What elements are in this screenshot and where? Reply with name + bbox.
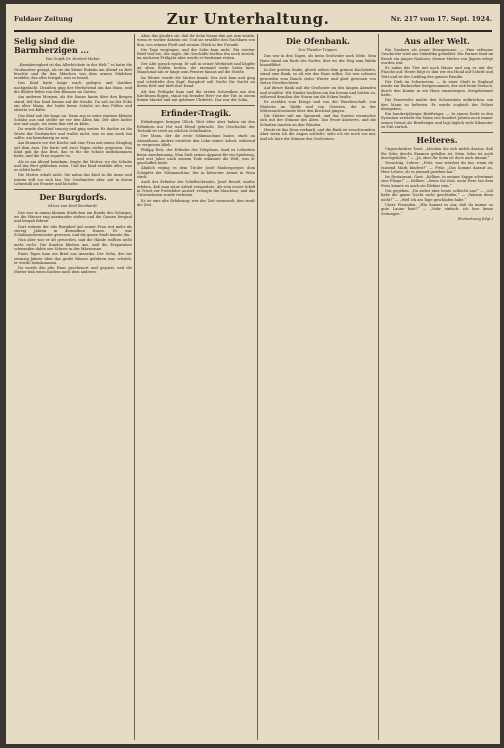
column-divider [134,34,135,740]
paragraph: Das war in einem kleinen Städtchen am Rande des Gebirges, wo die Häuser eng aneinander stehen und die Gassen bergauf und bergab führen. [14,210,132,224]
article-title: Heiteres. [416,135,458,146]
paragraph: Heute ist das Haus verkauft, und die Bank ist verschwunden. Aber wenn ich die Augen schließe, sehe ich sie noch vor mir, und ich höre die Stimme des Großvaters. [260,128,376,141]
paragraph: Ungeschickter Trost. „Machen Sie sich nichts daraus, daß Ihr Sohn durchs Examen gefallen ist. Mein Sohn ist auch durchgefallen.“ — „Ja, aber Ihr Sohn ist doch auch dumm!“ [381,147,493,160]
article-title: Der Burgdorfs. [39,192,107,203]
article-byline: Von Grafik Dr. Herbert Weber. [45,57,101,61]
paragraph: Eines Tages kam ein Brief aus Amerika. Der Sohn, der vor zwanzig Jahren über das große Wasser gefahren war, schrieb, er werde heimkommen. [14,252,132,265]
column-1 [14,34,132,740]
paragraph: Erfindungen bringen Glück. Weit öfter aber haben sie den Erfindern nur Not und Elend gebracht. Die Geschichte der Technik ist reich an solchen Schicksalen. [137,120,255,134]
paragraph: In der großen Stube, gleich neben dem grünen Kachelofen, stand eine Bank, so alt wie das Haus selbst. Sie war schwarz geworden vom Rauch vieler Winter und glatt gesessen von vielen Geschlechtern. [260,68,376,86]
column-3 [260,34,376,740]
paragraph: Er erzählte vom Kriege und von der Wanderschaft, von Räubern im Walde und von Geistern, die in der Mitternachtsstunde über den Kirchhof gingen. [260,100,376,113]
paragraph: Ein hundertjähriger Briefträger. — In einem Dorfe in den Pyrenäen versieht ein Mann von hundert Jahren noch immer seinen Dienst als Briefträger und legt täglich viele Kilometer zu Fuß zurück. [381,112,493,130]
paragraph: Auch der Erfinder der Schiffsschraube, Josef Ressel, mußte erleben, daß man seine Arbeit verspottete. Als sein erstes Schiff in Triest zur Probefahrt auslief, versagte die Maschine, und das Unternehmen wurde verboten. [137,180,255,198]
article-title: Erfinder-Tragik. [160,108,232,119]
masthead [14,8,492,32]
issue-date: Nr. 217 vom 17. Sept. 1924. [390,15,492,23]
column-divider [378,34,379,740]
paragraph: Vorsichtig. Lehrer: „Fritz, was würdest du tun, wenn du tausend Mark fändest?“ — Fritz: „Das kommt darauf an, Herr Lehrer, ob es jemand gesehen hat.“ [381,161,493,174]
paragraph: Da wurde das alte Haus gescheuert und geputzt, und die Mutter buk einen Kuchen nach dem anderen. [14,266,132,275]
article-body [14,211,132,275]
paragraph: Als es am Abend heimkam, fragte die Mutter, wo die Schuhe und das Brot geblieben seien. Und das Kind erzählte alles, was es erlebt hatte. [14,159,132,173]
column-2 [137,34,255,740]
paragraph: Nun aber war er alt geworden, und die Hände wollten nicht mehr recht. Die Kunden blieben aus, und die Ersparnisse schwanden dahin wie Schnee in der Märzsonne. [14,238,132,251]
newspaper-name: Fuldaer Zeitung [14,15,73,23]
continuation-note: (Fortsetzung folgt.) [457,216,493,221]
divider [14,189,132,190]
paragraph: Auf dieser Bank saß der Großvater an den langen Abenden und erzählte. Wir Kinder hockten um ihn herum und hörten zu, während draußen der Sturm um die Ecken heulte. [260,86,376,99]
paragraph: Ein Nashorn als neuer Hausgenosse. — Eine seltsame Geschichte wird aus Südafrika gemeldet. Ein Farmer fand im Busch ein junges Nashorn, dessen Mutter von Jägern erlegt worden war. [381,48,493,65]
column-divider [257,34,258,740]
paragraph: Im Restaurant. Gast: „Kellner, in meiner Suppe schwimmt eine Fliege!“ — Kellner: „Seien Sie froh, mein Herr, bei dem Preis könnte es auch ein Elefant sein.“ [381,175,493,188]
paragraph: Aber, das glaubte sie, daß ihr Sohn Nanni ihm gut sein würde, wenn er wieder daheim sei. Und sie erzählte den Nachbarn von ihm, von seinem Fleiß und seinem Glück in der Fremde. [137,34,255,47]
article-byline: Skizze von Emil Bernhardt. [48,204,98,209]
paragraph: „Barmherzigkeit ist das Allerhöchste in der Welt,“ so hatte die Großmutter gesagt, als sie die kleine Enkelin am Abend zu Bett brachte und ihr das Märchen von dem armen Mädchen erzählte, das alles fortgab, was es besaß. [14,63,132,81]
paragraph: Die Mutter saß am Spinnrad, und das Surren vermischte sich mit der Stimme des Alten. Das Feuer knisterte, und die Schatten tanzten an den Wänden. [260,114,376,127]
paragraph: Die Tage vergingen, und der Sohn kam nicht. Ein zweiter Brief traf ein, der sagte, die Geschäfte hielten ihn noch zurück, im nächsten Frühjahr aber werde er bestimmt reisen. [137,47,255,61]
article-body [137,34,255,102]
article-title: Aus aller Welt. [404,36,470,46]
article-title: Selig sind die Barmherzigen ... [14,36,89,55]
paragraph: Er nahm das Tier mit nach Hause und zog es mit der Flasche auf. Heute folgt es ihm wie ein Hund auf Schritt und Tritt und ist der Liebling der ganzen Familie. [381,66,493,79]
article-body [137,120,255,207]
paragraph: Im Winter wurde die Mutter krank. Der Arzt kam und ging und schüttelte den Kopf. Burgdorf saß Nacht für Nacht an ihrem Bett und hielt ihre Hand. [137,75,255,89]
newspaper-page [6,4,500,744]
paragraph: Es ist eine alte Erfahrung: wer der Zeit vorauseilt, den straft die Zeit. [137,198,255,207]
paragraph: Am Brunnen vor der Kirche saß eine Frau mit einem Säugling auf dem Arm. Die hatte seit zwei Tagen nichts gegessen. Das Kind gab ihr das Brot, das es für die Schule mitbekommen hatte, und die Frau segnete es. [14,141,132,159]
paragraph: Der Mann, der die erste Nähmaschine baute, starb im Armenhaus. Andere ernteten den Lohn seiner Arbeit, während er vergessen blieb. [137,134,255,147]
article-body [14,63,132,186]
paragraph: Unter Freunden. „Wie kommt es nur, daß du immer so gute Laune hast?“ — „Sehr einfach: ich lese keine Zeitungen.“ [381,202,493,216]
paragraph: Dort wohnte der alte Burgdorf mit seiner Frau seit mehr als vierzig Jahren in demselben Hause. Er war Schuhmachermeister gewesen, und die ganze Stadt kannte ihn. [14,224,132,238]
paragraph: Das war in den Tagen, als mein Großvater noch lebte. Sein Haus stand am Ende des Dorfes, dort wo der Weg zum Walde hinaufführt. [260,54,376,67]
paragraph: Philipp Reis, der Erfinder des Telephons, fand zu Lebzeiten keine Anerkennung. Man hielt seinen Apparat für ein Spielzeug, und erst Jahre nach seinem Tode erkannte die Welt, was er geschaffen hatte. [137,148,255,166]
divider [381,132,493,133]
paragraph: Der Dieb im Schornstein. — In einer Stadt in England wurde ein Einbrecher festgenommen, der sich beim Versuch, durch den Kamin in ein Haus einzusteigen, festgeklemmt hatte. [381,80,493,97]
column-4 [381,34,493,740]
paragraph: Die Mutter schalt nicht. Sie nahm das Kind in die Arme und weinte still vor sich hin. Die Großmutter aber saß in ihrem Lehnstuhl am Fenster und lächelte. [14,173,132,187]
paragraph: Das Kind sah ihn lange an. Dann zog es seine eigenen kleinen Schuhe aus und stellte sie vor den Alten hin. Der aber lachte nur und sagte, sie seien ihm viel zu klein. [14,113,132,127]
paragraph: Der Alte sprach wenig. Er saß in seiner Werkstatt und klopfte an alten Sohlen herum, die niemand mehr holen kam. Manchmal sah er lange zum Fenster hinaus auf die Straße. [137,61,255,75]
article-body [260,54,376,141]
paragraph: Die Feuerwehr mußte den Schornstein aufbrechen, um den Mann zu befreien. Er wurde sogleich der Polizei übergeben. [381,98,493,111]
article-byline: Von Theodor Trippen. [298,48,338,52]
paragraph: Das Kind hatte lange wach gelegen und darüber nachgedacht. Draußen ging der Herbstwind um das Haus, und die Blätter fielen von den Bäumen im Garten. [14,81,132,95]
article-title: Die Ofenbank. [285,36,351,46]
section-title: Zur Unterhaltung. [166,10,330,28]
divider [137,105,255,106]
paragraph: Da wurde das Kind traurig und ging weiter. Es dachte an die Worte der Großmutter und wußte nicht, was es nun noch tun sollte, um barmherzig zu sein. [14,127,132,141]
paragraph: Ähnlich erging es dem Tiroler Josef Madersperger, dem Schöpfer der Nähmaschine, der in bitterster Armut in Wien starb. [137,166,255,180]
paragraph: Als das Frühjahr kam und die ersten Schwalben um den Kirchturm flogen, stand ein fremder Herr vor der Tür, in einem feinen Mantel und mit goldener Uhrkette. Das war der Sohn. [137,89,255,103]
paragraph: Gut gegeben. „Du siehst aber heute schlecht aus!“ — „Ich habe die ganze Nacht nicht geschlafen.“ — „Warum denn nicht?“ — „Weil ich am Tage geschlafen habe.“ [381,189,493,202]
paragraph: Am anderen Morgen, als die Sonne kaum über den Bergen stand, lief das Kind hinaus auf die Straße. Da saß an der Ecke ein alter Mann, der hatte keine Schuhe an den Füßen und zitterte vor Kälte. [14,95,132,113]
article-body [381,48,493,129]
article-body [381,147,493,215]
